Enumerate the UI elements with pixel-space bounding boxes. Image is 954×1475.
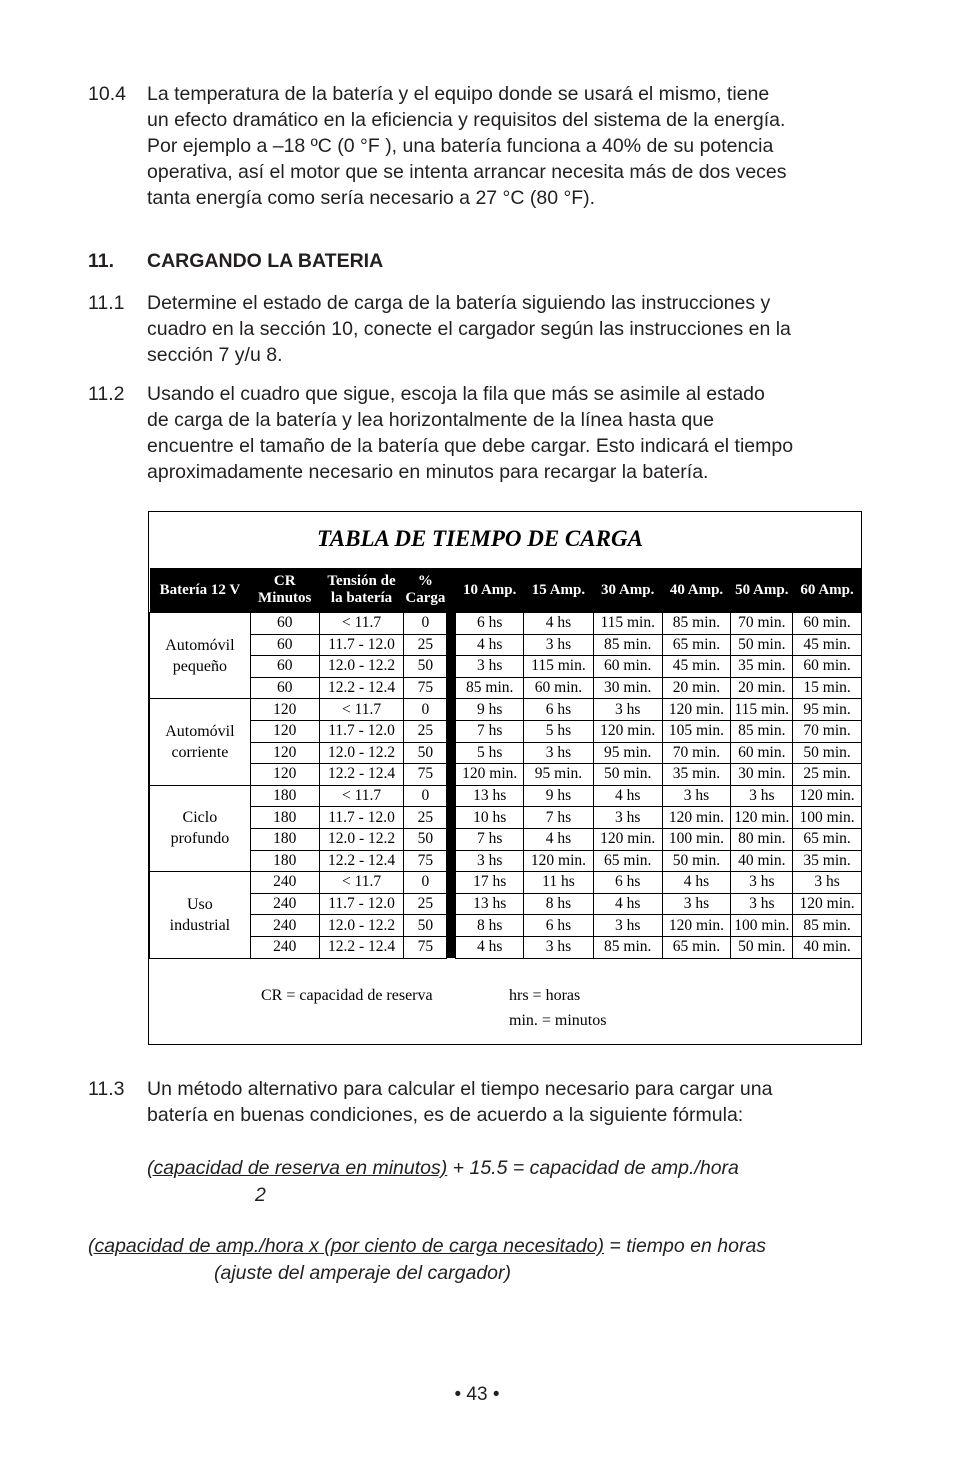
table-cell: 8 hs xyxy=(456,915,524,937)
battery-type-cell: Ciclo profundo xyxy=(150,785,251,871)
table-cell: 180 xyxy=(250,807,319,829)
table-cell: 7 hs xyxy=(456,720,524,742)
text-line: Usando el cuadro que sigue, escoja la fila que más se asimile al estado xyxy=(147,383,765,405)
formula-result: = tiempo en horas xyxy=(603,1235,767,1257)
table-cell: 120 xyxy=(250,720,319,742)
table-cell: 7 hs xyxy=(456,828,524,850)
table-cell: 0 xyxy=(404,785,447,807)
table-cell: 60 xyxy=(250,677,319,699)
header-amp: 40 Amp. xyxy=(662,568,731,613)
table-cell: < 11.7 xyxy=(319,785,404,807)
table-cell: 12.0 - 12.2 xyxy=(319,828,404,850)
table-cell: 65 min. xyxy=(793,828,862,850)
table-cell: 75 xyxy=(404,936,447,958)
table-cell: 0 xyxy=(404,613,447,635)
table-cell: 25 xyxy=(404,807,447,829)
table-cell: 3 hs xyxy=(593,807,662,829)
table-row xyxy=(150,872,862,894)
section-number: 11. xyxy=(88,250,115,272)
table-cell: 5 hs xyxy=(524,720,594,742)
table-cell: 120 xyxy=(250,699,319,721)
table-cell: 40 min. xyxy=(731,850,793,872)
table-header-row xyxy=(150,568,862,613)
table-cell: 3 hs xyxy=(456,656,524,678)
paragraph-11-1 xyxy=(88,290,888,370)
column-separator xyxy=(447,850,456,872)
text-line: de carga de la batería y lea horizontalmente de la línea hasta que xyxy=(147,409,714,431)
column-separator xyxy=(447,807,456,829)
table-cell: 120 min. xyxy=(662,699,731,721)
table-cell: 35 min. xyxy=(731,656,793,678)
table-cell: 4 hs xyxy=(456,936,524,958)
table-row xyxy=(150,677,862,699)
column-separator xyxy=(447,936,456,958)
table-cell: 50 min. xyxy=(731,936,793,958)
text-line: Por ejemplo a –18 ºC (0 °F ), una batería funciona a 40% de su potencia xyxy=(147,135,774,157)
table-cell: 50 min. xyxy=(593,764,662,786)
table-cell: 115 min. xyxy=(731,699,793,721)
table-cell: 3 hs xyxy=(456,850,524,872)
page-number: • 43 • xyxy=(454,1384,500,1405)
table-cell: 50 xyxy=(404,742,447,764)
table-cell: 0 xyxy=(404,872,447,894)
table-cell: 10 hs xyxy=(456,807,524,829)
table-cell: 65 min. xyxy=(662,634,731,656)
legend-min: min. = minutos xyxy=(509,1012,607,1029)
table-cell: 120 xyxy=(250,742,319,764)
table-cell: 80 min. xyxy=(731,828,793,850)
table-cell: 120 min. xyxy=(731,807,793,829)
table-cell: 95 min. xyxy=(524,764,594,786)
table-cell: 120 min. xyxy=(662,915,731,937)
header-amp: 30 Amp. xyxy=(593,568,662,613)
table-cell: 115 min. xyxy=(524,656,594,678)
table-cell: 100 min. xyxy=(662,828,731,850)
table-cell: 60 min. xyxy=(731,742,793,764)
header-percent: % Carga xyxy=(404,568,447,613)
table-cell: 105 min. xyxy=(662,720,731,742)
formula-result: + 15.5 = capacidad de amp./hora xyxy=(447,1157,739,1179)
table-cell: 85 min. xyxy=(731,720,793,742)
table-cell: 20 min. xyxy=(662,677,731,699)
table-cell: 13 hs xyxy=(456,785,524,807)
table-cell: 45 min. xyxy=(793,634,862,656)
header-cr: CR Minutos xyxy=(250,568,319,613)
column-separator xyxy=(447,634,456,656)
table-cell: 6 hs xyxy=(593,872,662,894)
table-cell: 3 hs xyxy=(662,785,731,807)
table-cell: 95 min. xyxy=(593,742,662,764)
table-row xyxy=(150,807,862,829)
table-cell: 13 hs xyxy=(456,893,524,915)
table-cell: 12.2 - 12.4 xyxy=(319,677,404,699)
table-cell: 9 hs xyxy=(524,785,594,807)
table-row xyxy=(150,634,862,656)
table-cell: 120 min. xyxy=(456,764,524,786)
table-cell: 85 min. xyxy=(793,915,862,937)
formula-denominator: (ajuste del amperaje del cargador) xyxy=(214,1262,511,1284)
table-cell: 240 xyxy=(250,936,319,958)
table-cell: 115 min. xyxy=(593,613,662,635)
table-cell: 3 hs xyxy=(793,872,862,894)
table-cell: 3 hs xyxy=(524,936,594,958)
table-cell: 60 min. xyxy=(793,656,862,678)
column-separator xyxy=(447,656,456,678)
battery-type-cell: Uso industrial xyxy=(150,872,251,958)
table-cell: 120 min. xyxy=(793,785,862,807)
table-cell: 4 hs xyxy=(662,872,731,894)
table-cell: 30 min. xyxy=(593,677,662,699)
table-cell: 12.2 - 12.4 xyxy=(319,936,404,958)
table-cell: 65 min. xyxy=(662,936,731,958)
battery-type-cell: Automóvil corriente xyxy=(150,699,251,785)
table-cell: 70 min. xyxy=(793,720,862,742)
column-separator xyxy=(447,720,456,742)
table-cell: 75 xyxy=(404,764,447,786)
formula-numerator: (capacidad de amp./hora x (por ciento de carga necesitado) xyxy=(88,1235,604,1257)
formula-denominator: 2 xyxy=(255,1184,266,1206)
table-cell: 11.7 - 12.0 xyxy=(319,807,404,829)
table-cell: < 11.7 xyxy=(319,613,404,635)
table-row xyxy=(150,893,862,915)
formula-numerator: (capacidad de reserva en minutos) xyxy=(147,1157,448,1179)
table-row xyxy=(150,828,862,850)
header-amp: 10 Amp. xyxy=(456,568,524,613)
text-line: Determine el estado de carga de la batería siguiendo las instrucciones y xyxy=(147,292,771,314)
table-cell: 12.0 - 12.2 xyxy=(319,742,404,764)
battery-type-cell: Automóvil pequeño xyxy=(150,613,251,699)
text-line: operativa, así el motor que se intenta arrancar necesita más de dos veces xyxy=(147,161,787,183)
paragraph-number: 10.4 xyxy=(88,83,126,105)
table-row xyxy=(150,613,862,635)
table-cell: 180 xyxy=(250,828,319,850)
table-row xyxy=(150,915,862,937)
table-cell: 35 min. xyxy=(793,850,862,872)
table-cell: 60 xyxy=(250,656,319,678)
formula-time-hours xyxy=(88,1235,766,1258)
column-separator xyxy=(447,699,456,721)
text-line: tanta energía como sería necesario a 27 °C (80 °F). xyxy=(147,187,596,209)
table-cell: 120 min. xyxy=(593,828,662,850)
table-cell: 70 min. xyxy=(662,742,731,764)
table-cell: 180 xyxy=(250,850,319,872)
table-cell: 100 min. xyxy=(731,915,793,937)
text-line: un efecto dramático en la eficiencia y requisitos del sistema de la energía. xyxy=(147,109,786,131)
table-cell: 4 hs xyxy=(593,785,662,807)
table-cell: 65 min. xyxy=(593,850,662,872)
table-row xyxy=(150,936,862,958)
table-cell: 100 min. xyxy=(793,807,862,829)
table-cell: 75 xyxy=(404,850,447,872)
text-line: sección 7 y/u 8. xyxy=(147,344,283,366)
table-row xyxy=(150,764,862,786)
table-cell: 0 xyxy=(404,699,447,721)
header-battery: Batería 12 V xyxy=(150,568,251,613)
table-cell: 3 hs xyxy=(662,893,731,915)
table-cell: 120 xyxy=(250,764,319,786)
text-line: aproximadamente necesario en minutos para recargar la batería. xyxy=(147,461,709,483)
table-cell: 60 xyxy=(250,634,319,656)
table-cell: 8 hs xyxy=(524,893,594,915)
table-cell: 30 min. xyxy=(731,764,793,786)
column-separator xyxy=(447,915,456,937)
table-cell: 11 hs xyxy=(524,872,594,894)
paragraph-number: 11.1 xyxy=(88,292,125,314)
table-cell: 12.0 - 12.2 xyxy=(319,656,404,678)
column-separator xyxy=(447,785,456,807)
table-cell: 9 hs xyxy=(456,699,524,721)
table-cell: 3 hs xyxy=(524,634,594,656)
table-cell: 50 min. xyxy=(793,742,862,764)
table-cell: 25 xyxy=(404,720,447,742)
table-row xyxy=(150,742,862,764)
table-cell: < 11.7 xyxy=(319,872,404,894)
table-cell: 40 min. xyxy=(793,936,862,958)
table-row xyxy=(150,656,862,678)
text-line: Un método alternativo para calcular el tiempo necesario para cargar una xyxy=(147,1078,773,1100)
table-cell: 11.7 - 12.0 xyxy=(319,720,404,742)
table-cell: 15 min. xyxy=(793,677,862,699)
table-cell: 25 xyxy=(404,634,447,656)
table-cell: 45 min. xyxy=(662,656,731,678)
text-line: batería en buenas condiciones, es de acuerdo a la siguiente fórmula: xyxy=(147,1104,744,1126)
table-cell: 50 min. xyxy=(662,850,731,872)
table-cell: 6 hs xyxy=(456,613,524,635)
table-cell: 3 hs xyxy=(593,699,662,721)
table-cell: 12.2 - 12.4 xyxy=(319,850,404,872)
table-cell: 3 hs xyxy=(593,915,662,937)
table-cell: 240 xyxy=(250,915,319,937)
legend-hrs: hrs = horas xyxy=(509,987,581,1004)
table-cell: 85 min. xyxy=(456,677,524,699)
table-cell: 20 min. xyxy=(731,677,793,699)
table-cell: 120 min. xyxy=(793,893,862,915)
table-cell: 60 xyxy=(250,613,319,635)
table-cell: 3 hs xyxy=(731,872,793,894)
column-separator xyxy=(447,742,456,764)
table-cell: < 11.7 xyxy=(319,699,404,721)
table-cell: 240 xyxy=(250,893,319,915)
column-separator xyxy=(447,677,456,699)
header-amp: 60 Amp. xyxy=(793,568,862,613)
table-cell: 3 hs xyxy=(731,785,793,807)
text-line: La temperatura de la batería y el equipo donde se usará el mismo, tiene xyxy=(147,83,770,105)
table-cell: 7 hs xyxy=(524,807,594,829)
paragraph-11-3 xyxy=(88,1076,888,1130)
column-separator xyxy=(447,893,456,915)
table-cell: 75 xyxy=(404,677,447,699)
table-cell: 6 hs xyxy=(524,915,594,937)
table-cell: 11.7 - 12.0 xyxy=(319,893,404,915)
table-cell: 85 min. xyxy=(593,634,662,656)
header-voltage: Tensión de la batería xyxy=(319,568,404,613)
table-cell: 25 xyxy=(404,893,447,915)
table-cell: 50 xyxy=(404,828,447,850)
table-cell: 35 min. xyxy=(662,764,731,786)
text-line: cuadro en la sección 10, conecte el cargador según las instrucciones en la xyxy=(147,318,791,340)
paragraph-11-2 xyxy=(88,381,888,487)
table-cell: 85 min. xyxy=(593,936,662,958)
section-title: CARGANDO LA BATERIA xyxy=(147,250,384,272)
table-cell: 50 min. xyxy=(731,634,793,656)
table-row xyxy=(150,720,862,742)
header-amp: 50 Amp. xyxy=(731,568,793,613)
text-line: encuentre el tamaño de la batería que debe cargar. Esto indicará el tiempo xyxy=(147,435,794,457)
table-cell: 25 min. xyxy=(793,764,862,786)
table-cell: 4 hs xyxy=(524,613,594,635)
table-cell: 50 xyxy=(404,656,447,678)
table-cell: 3 hs xyxy=(731,893,793,915)
table-cell: 6 hs xyxy=(524,699,594,721)
table-cell: 60 min. xyxy=(793,613,862,635)
header-amp: 15 Amp. xyxy=(524,568,594,613)
column-separator xyxy=(447,613,456,635)
table-cell: 3 hs xyxy=(524,742,594,764)
formula-amp-hour xyxy=(147,1157,739,1180)
table-cell: 70 min. xyxy=(731,613,793,635)
paragraph-number: 11.2 xyxy=(88,383,125,405)
table-row xyxy=(150,785,862,807)
table-cell: 11.7 - 12.0 xyxy=(319,634,404,656)
column-separator xyxy=(447,828,456,850)
table-cell: 85 min. xyxy=(662,613,731,635)
table-cell: 60 min. xyxy=(593,656,662,678)
table-cell: 50 xyxy=(404,915,447,937)
table-cell: 240 xyxy=(250,872,319,894)
header-separator xyxy=(447,568,456,613)
table-title: TABLA DE TIEMPO DE CARGA xyxy=(317,526,643,551)
table-cell: 12.0 - 12.2 xyxy=(319,915,404,937)
table-cell: 4 hs xyxy=(456,634,524,656)
paragraph-number: 11.3 xyxy=(88,1078,125,1100)
charge-time-grid xyxy=(149,568,862,959)
table-cell: 4 hs xyxy=(524,828,594,850)
table-cell: 4 hs xyxy=(593,893,662,915)
table-cell: 180 xyxy=(250,785,319,807)
table-cell: 5 hs xyxy=(456,742,524,764)
column-separator xyxy=(447,764,456,786)
paragraph-10-4 xyxy=(88,81,888,213)
table-cell: 60 min. xyxy=(524,677,594,699)
legend-cr: CR = capacidad de reserva xyxy=(261,987,433,1004)
table-cell: 95 min. xyxy=(793,699,862,721)
charge-time-table xyxy=(148,511,862,1045)
table-row xyxy=(150,699,862,721)
table-cell: 120 min. xyxy=(662,807,731,829)
table-cell: 120 min. xyxy=(524,850,594,872)
table-cell: 12.2 - 12.4 xyxy=(319,764,404,786)
column-separator xyxy=(447,872,456,894)
table-cell: 17 hs xyxy=(456,872,524,894)
table-row xyxy=(150,850,862,872)
table-cell: 120 min. xyxy=(593,720,662,742)
